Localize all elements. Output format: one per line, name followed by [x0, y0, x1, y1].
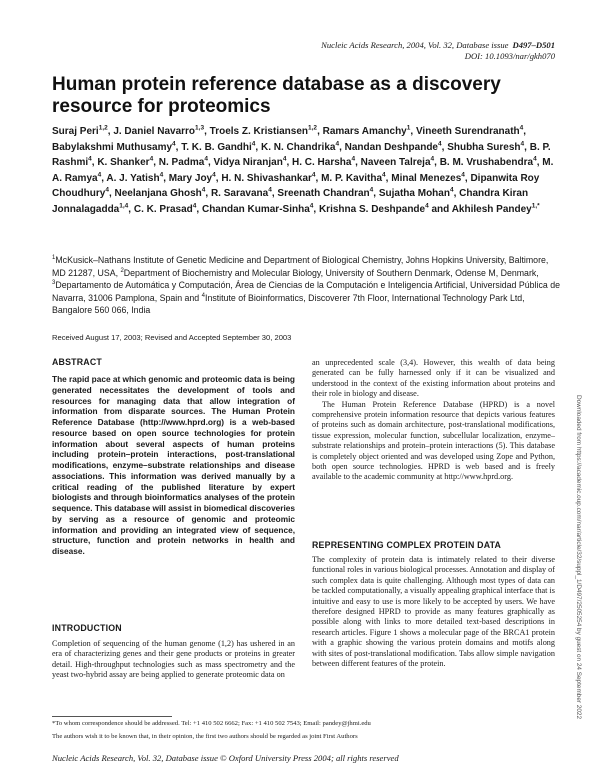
author-separator: ,: [255, 141, 261, 153]
title-line-2: resource for proteomics: [52, 96, 271, 117]
author-name: Suraj Peri: [52, 126, 99, 137]
author: [221, 173, 321, 184]
author-name: Minal Menezes: [391, 172, 462, 184]
author: [321, 173, 391, 184]
author: [113, 126, 209, 137]
author: [202, 204, 319, 215]
author-name: T. K. B. Gandhi: [181, 141, 252, 153]
author-separator: ,: [108, 188, 115, 200]
author-separator: ,: [315, 172, 322, 184]
author-affiliation-mark: 4: [105, 187, 109, 195]
introduction-text: Completion of sequencing of the human genome (1,2) has ushered in an era of characterizing genes and their gene products or proteins in greater detail. High-throughput technologies such as mass spectrometry and the yeast two-hybrid assay are being applied to generate proteomic data on: [52, 639, 295, 680]
author-separator: and: [428, 203, 452, 215]
page-range: D497–D501: [512, 40, 555, 50]
author: [416, 126, 526, 137]
author-affiliation-mark: 1,4: [119, 202, 129, 210]
author-affiliation-mark: 4: [449, 187, 454, 195]
affiliation-text: Department of Biochemistry and Molecular Biology, University of Southern Denmark, Odense M, Denmark,: [123, 267, 539, 278]
author: [452, 204, 540, 215]
author-affiliation-mark: 4: [311, 171, 316, 179]
author-name: C. K. Prasad: [133, 203, 193, 215]
author-affiliation-mark: 4: [97, 171, 102, 179]
author: [361, 157, 440, 168]
author: [159, 157, 214, 168]
author-name: H. C. Harsha: [292, 157, 352, 169]
affiliation-mark: 4: [201, 292, 205, 299]
author-separator: ,: [434, 157, 440, 169]
author-affiliation-mark: 1,2: [98, 124, 108, 132]
author-affiliation-mark: 4: [369, 187, 374, 195]
author-affiliation-mark: 1,*: [531, 202, 540, 210]
author-name: B. P. Rashmi: [52, 141, 551, 169]
author-name: Nandan Deshpande: [344, 141, 438, 153]
author-affiliation-mark: 4: [533, 155, 537, 163]
copyright-footer: Nucleic Acids Research, Vol. 32, Database issue © Oxford University Press 2004; all rights reserved: [52, 753, 399, 763]
author-affiliation-mark: 1: [406, 124, 411, 132]
author-name: M. P. Kavitha: [321, 172, 383, 184]
author-separator: ,: [205, 188, 211, 200]
title-line-1: Human protein reference database as a discovery: [52, 74, 501, 95]
author-name: Shubha Suresh: [447, 141, 521, 153]
author-separator: ,: [196, 203, 202, 215]
author-name: K. N. Chandrika: [260, 141, 336, 153]
affiliation-mark: 1: [52, 255, 56, 262]
author: [169, 173, 222, 184]
author-separator: ,: [373, 188, 379, 200]
author-affiliation-mark: 4: [88, 155, 92, 163]
author-affiliation-mark: 4: [382, 171, 386, 179]
right-column-intro: [312, 358, 555, 483]
author-name: Mary Joy: [168, 172, 213, 184]
affiliations: [52, 254, 562, 317]
author-separator: ,: [536, 157, 543, 169]
author-name: Babylakshmi Muthusamy: [52, 141, 173, 153]
author-separator: ,: [204, 126, 210, 137]
author: [319, 204, 452, 215]
article-title: [52, 74, 552, 118]
author-name: Troels Z. Kristiansen: [209, 126, 309, 137]
author: [211, 188, 277, 199]
author-separator: ,: [101, 172, 107, 184]
author-affiliation-mark: 4: [430, 155, 435, 163]
author: [115, 188, 211, 199]
author-affiliation-mark: 4: [204, 155, 208, 163]
author: [440, 157, 543, 168]
author-affiliation-mark: 4: [520, 140, 525, 148]
author-name: N. Padma: [158, 157, 205, 169]
doi-link[interactable]: DOI: 10.1093/nar/gkh070: [464, 51, 555, 61]
author-name: H. N. Shivashankar: [221, 172, 312, 184]
journal-citation: [270, 40, 555, 51]
author-separator: ,: [441, 141, 448, 153]
author: [277, 188, 378, 199]
correspondence-footnote: *To whom correspondence should be addressed. Tel: +1 410 502 6662; Fax: +1 410 502 7543; Email: pandey@jhmi.edu: [52, 720, 371, 727]
intro-continuation-paragraph: an unprecedented scale (3,4). However, this wealth of data being generated can be fully harnessed only if it can be visualized and understood in the context of the existing information about proteins and their role in biology and disease.: [312, 358, 555, 399]
author-affiliation-mark: 4: [519, 124, 524, 132]
author-separator: ,: [524, 141, 530, 153]
author-name: Sujatha Mohan: [378, 188, 450, 200]
author-separator: ,: [286, 157, 292, 169]
author-name: B. M. Vrushabendra: [439, 157, 534, 169]
author-name: Vineeth Surendranath: [415, 126, 520, 137]
author: [345, 142, 448, 153]
author-separator: ,: [128, 203, 134, 215]
received-dates: Received August 17, 2003; Revised and Accepted September 30, 2003: [52, 333, 292, 342]
affiliation-text: McKusick–Nathans Institute of Genetic Medicine and Department of Biological Chemistry, Johns Hopkins University, Baltimore, MD 21287, USA,: [52, 255, 549, 278]
author-affiliation-mark: 4: [335, 140, 340, 148]
author-separator: ,: [91, 157, 98, 169]
author: [134, 204, 202, 215]
footnote-divider: [52, 716, 172, 717]
author-name: Krishna S. Deshpande: [318, 203, 426, 215]
author-name: Sreenath Chandran: [277, 188, 370, 200]
author-list: [52, 124, 562, 218]
complex-data-text: The complexity of protein data is intimately related to their diverse functional roles in various biological processes. Annotation and display of such complex data is quite challenging. Although most types of data can be tackled computationally, a visually appealing graphical interface that is intuitive and easy to use is more likely to be accepted by users. We have therefore designed HPRD to provide as many features graphically as possible along with links to more detailed text-based descriptions in research articles. Figure 1 shows a molecular page of the BRCA1 protein with a graphic showing the various protein domains and motifs along with sites of post-translational modification. Tabs allow simple navigation between different features of the protein.: [312, 555, 555, 669]
introduction-heading: INTRODUCTION: [52, 623, 122, 633]
hprd-description-paragraph: The Human Protein Reference Database (HPRD) is a novel comprehensive protein information resource that depicts various features of proteins such as domain architecture, post-translational modifications, tissue expression, molecular function, subcellular localization, enzyme–substrate relationships and protein–protein interactions (5). This database is completely object oriented and was developed using Zope and Python, both open source technologies. HPRD is web based and is freely available to the academic community at http://www.hprd.org.: [312, 399, 555, 482]
author-separator: ,: [153, 157, 159, 169]
author-separator: ,: [339, 141, 345, 153]
author-name: Vidya Niranjan: [213, 157, 283, 169]
author-affiliation-mark: 4: [172, 140, 176, 148]
author-name: Chandra Kiran Jonnalagadda: [52, 188, 529, 215]
author-name: J. Daniel Navarro: [113, 126, 196, 137]
author-affiliation-mark: 4: [309, 202, 314, 210]
author-affiliation-mark: 4: [351, 155, 356, 163]
author: [210, 126, 323, 137]
author-separator: ,: [410, 126, 416, 137]
author: [379, 188, 459, 199]
author: [106, 173, 168, 184]
author-name: Naveen Talreja: [360, 157, 431, 169]
author: [52, 126, 113, 137]
author-affiliation-mark: 4: [149, 155, 154, 163]
author-separator: ,: [313, 203, 319, 215]
author-affiliation-mark: 4: [192, 202, 197, 210]
journal-header: [270, 40, 555, 62]
author: [292, 157, 361, 168]
author: [52, 142, 181, 153]
affiliation-text: Institute of Bioinformatics, Discoverer 7th Floor, International Technology Park Ltd, Bangalore 560 066, India: [52, 292, 525, 316]
author-affiliation-mark: 4: [425, 202, 429, 210]
author-name: Chandan Kumar-Sinha: [201, 203, 310, 215]
author: [447, 142, 530, 153]
joint-authors-footnote: The authors wish it to be known that, in their opinion, the first two authors should be regarded as joint First Authors: [52, 733, 358, 740]
author-name: Ramars Amanchy: [322, 126, 407, 137]
affiliation-mark: 2: [120, 267, 124, 274]
author-separator: ,: [175, 141, 182, 153]
author-separator: ,: [215, 172, 222, 184]
download-watermark-text: Downloaded from https://academic.oup.com/nar/article/32/suppl_1/D497/2505254 by guest on 24 September 2022: [575, 395, 582, 719]
author-name: Dipanwita Roy Choudhury: [52, 172, 540, 200]
author-separator: ,: [107, 126, 114, 137]
author-name: K. Shanker: [97, 157, 150, 169]
author: [181, 142, 261, 153]
author: [391, 173, 470, 184]
affiliation-mark: 3: [52, 280, 56, 287]
author: [97, 157, 158, 168]
author-affiliation-mark: 1,3: [195, 124, 205, 132]
author: [214, 157, 292, 168]
author-name: Neelanjana Ghosh: [114, 188, 202, 200]
author-name: R. Saravana: [210, 188, 269, 200]
author-separator: ,: [271, 188, 278, 200]
journal-name: Nucleic Acids Research, 2004, Vol. 32, Database issue: [321, 40, 509, 50]
affiliation-text: Departamento de Automática y Computación, Área de Ciencias de la Computación e Inteligencia Artificial, Universidad Pública de Navarra, 31006 Pamplona, Spain and: [52, 280, 560, 303]
author-affiliation-mark: 4: [282, 155, 287, 163]
author-name: Akhilesh Pandey: [451, 203, 532, 215]
author-affiliation-mark: 4: [268, 187, 272, 195]
author-separator: ,: [355, 157, 361, 169]
author-affiliation-mark: 4: [251, 140, 256, 148]
author: [261, 142, 345, 153]
author: [323, 126, 416, 137]
author-name: A. J. Yatish: [106, 172, 160, 184]
author-affiliation-mark: 4: [201, 187, 206, 195]
author-separator: ,: [523, 126, 527, 137]
author-affiliation-mark: 4: [438, 140, 442, 148]
abstract-text: The rapid pace at which genomic and proteomic data is being generated necessitates the development of tools and resources for managing data that allow integration of information from disparate sources. The Human Protein Reference Database (http://www.hprd.org) is a web-based resource based on open source technologies for protein information about several aspects of human proteins including protein–protein interactions, post-translational modifications, enzyme–substrate relationships and disease associations. This information was derived manually by a critical reading of the published literature by expert biologists and through bioinformatics analyses of the protein sequence. This database will assist in biomedical discoveries by serving as a resource of genomic and proteomic information and providing an integrated view of sequence, structure, function and protein networks in health and disease.: [52, 374, 296, 556]
author-affiliation-mark: 4: [159, 171, 164, 179]
author-affiliation-mark: 4: [212, 171, 216, 179]
author-separator: ,: [385, 172, 392, 184]
complex-data-heading: REPRESENTING COMPLEX PROTEIN DATA: [312, 540, 502, 550]
author-separator: ,: [317, 126, 323, 137]
author-separator: ,: [163, 172, 169, 184]
abstract-heading: ABSTRACT: [52, 357, 102, 367]
author-separator: ,: [464, 172, 471, 184]
author-name: M. A. Ramya: [52, 157, 554, 184]
author-affiliation-mark: 4: [461, 171, 465, 179]
author-separator: ,: [207, 157, 214, 169]
author-separator: ,: [453, 188, 460, 200]
author-affiliation-mark: 1,2: [308, 124, 318, 132]
